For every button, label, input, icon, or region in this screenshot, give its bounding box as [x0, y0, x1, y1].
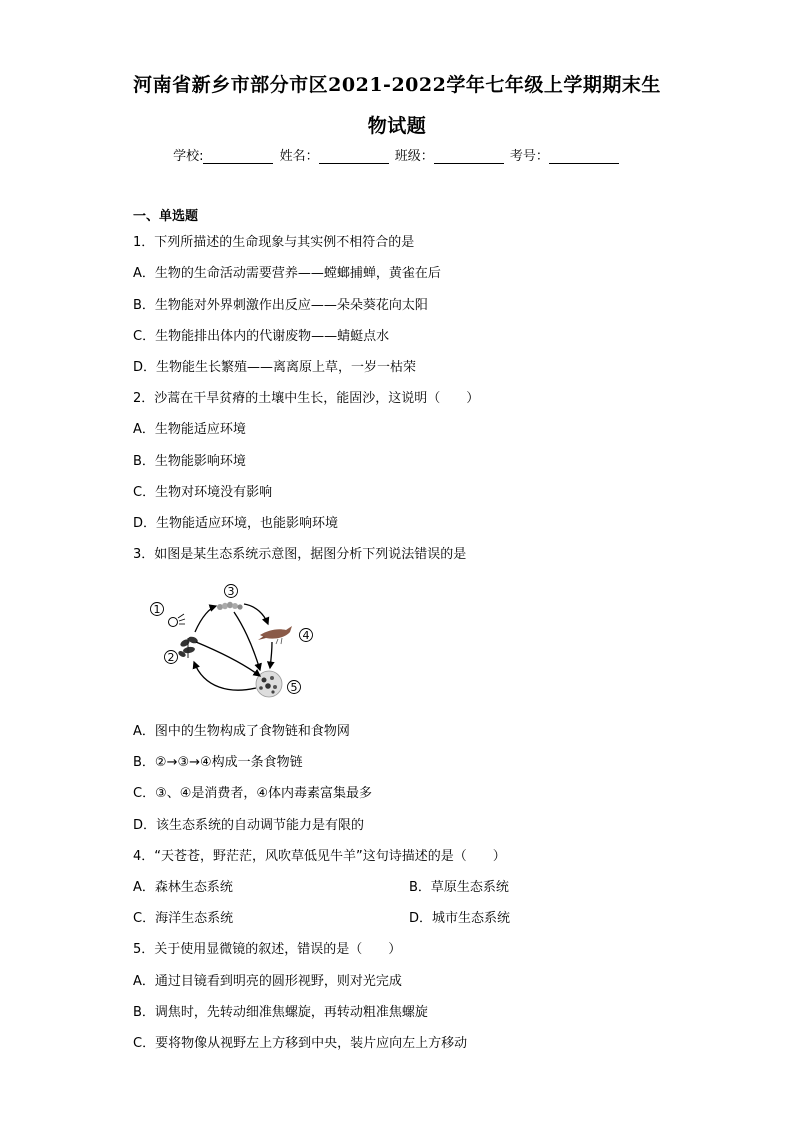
diagram-label-2: 2: [167, 651, 175, 664]
q3-option-b: B．②→③→④构成一条食物链: [133, 755, 303, 770]
q1-option-c: C．生物能排出体内的代谢废物——蜻蜓点水: [133, 329, 390, 344]
q5-option-b: B．调焦时，先转动细准焦螺旋，再转动粗准焦螺旋: [133, 1005, 428, 1020]
q4-option-d: D．城市生态系统: [409, 911, 511, 926]
diagram-label-1: 1: [153, 603, 161, 616]
class-label: 班级：: [394, 149, 434, 164]
section-heading: 一、单选题: [133, 209, 199, 224]
sun-icon: [169, 614, 186, 627]
caterpillar-icon: [217, 602, 243, 610]
exam-title-line1: 河南省新乡市部分市区2021-2022学年七年级上学期期末生: [133, 74, 661, 96]
q2-option-a: A．生物能适应环境: [133, 422, 246, 437]
q4-option-c: C．海洋生态系统: [133, 911, 234, 926]
school-label: 学校:: [173, 149, 204, 164]
q3-option-d: D．该生态系统的自动调节能力是有限的: [133, 818, 365, 833]
exam-title-line2: 物试题: [367, 115, 427, 137]
q2-stem: 2．沙蒿在干旱贫瘠的土壤中生长，能固沙，这说明（ ）: [133, 391, 480, 406]
q5-option-a: A．通过目镜看到明亮的圆形视野，则对光完成: [133, 974, 402, 989]
q3-option-a: A．图中的生物构成了食物链和食物网: [133, 724, 350, 739]
q4-option-a: A．森林生态系统: [133, 880, 233, 895]
decomposer-icon: [256, 671, 282, 697]
plant-icon: [177, 635, 198, 658]
q1-option-a: A．生物的生命活动需要营养——螳螂捕蝉，黄雀在后: [133, 266, 441, 281]
q4-option-b: B．草原生态系统: [409, 880, 509, 895]
diagram-label-3: 3: [227, 585, 235, 598]
arrow-decomposer-to-plant: [194, 662, 256, 690]
q1-option-d: D．生物能生长繁殖——离离原上草，一岁一枯荣: [133, 360, 417, 375]
name-blank[interactable]: [319, 149, 389, 164]
q2-option-b: B．生物能影响环境: [133, 454, 246, 469]
bird-icon: [258, 626, 292, 644]
q5-stem: 5．关于使用显微镜的叙述，错误的是（ ）: [133, 942, 402, 957]
diagram-label-5: 5: [290, 681, 298, 694]
q5-option-c: C．要将物像从视野左上方移到中央，装片应向左上方移动: [133, 1036, 468, 1051]
exam-no-blank[interactable]: [549, 149, 619, 164]
q2-option-c: C．生物对环境没有影响: [133, 485, 273, 500]
q3-option-c: C．③、④是消费者，④体内毒素富集最多: [133, 786, 373, 801]
q1-stem: 1．下列所描述的生命现象与其实例不相符合的是: [133, 235, 415, 250]
q2-option-d: D．生物能适应环境，也能影响环境: [133, 516, 339, 531]
exam-no-label: 考号：: [509, 149, 549, 164]
ecosystem-diagram: [140, 580, 330, 705]
student-info-line: [0, 145, 794, 164]
class-blank[interactable]: [434, 149, 504, 164]
diagram-label-4: 4: [302, 629, 310, 642]
arrow-bird-to-decomposer: [270, 642, 272, 668]
q3-stem: 3．如图是某生态系统示意图，据图分析下列说法错误的是: [133, 547, 467, 562]
arrow-caterpillar-to-bird: [244, 604, 268, 624]
q1-option-b: B．生物能对外界刺激作出反应——朵朵葵花向太阳: [133, 298, 428, 313]
q4-stem: 4．“天苍苍，野茫茫，风吹草低见牛羊”这句诗描述的是（ ）: [133, 849, 506, 864]
arrow-plant-to-caterpillar: [195, 606, 216, 632]
school-blank[interactable]: [203, 149, 273, 164]
name-label: 姓名：: [279, 149, 319, 164]
arrow-plant-to-decomposer: [196, 642, 260, 676]
